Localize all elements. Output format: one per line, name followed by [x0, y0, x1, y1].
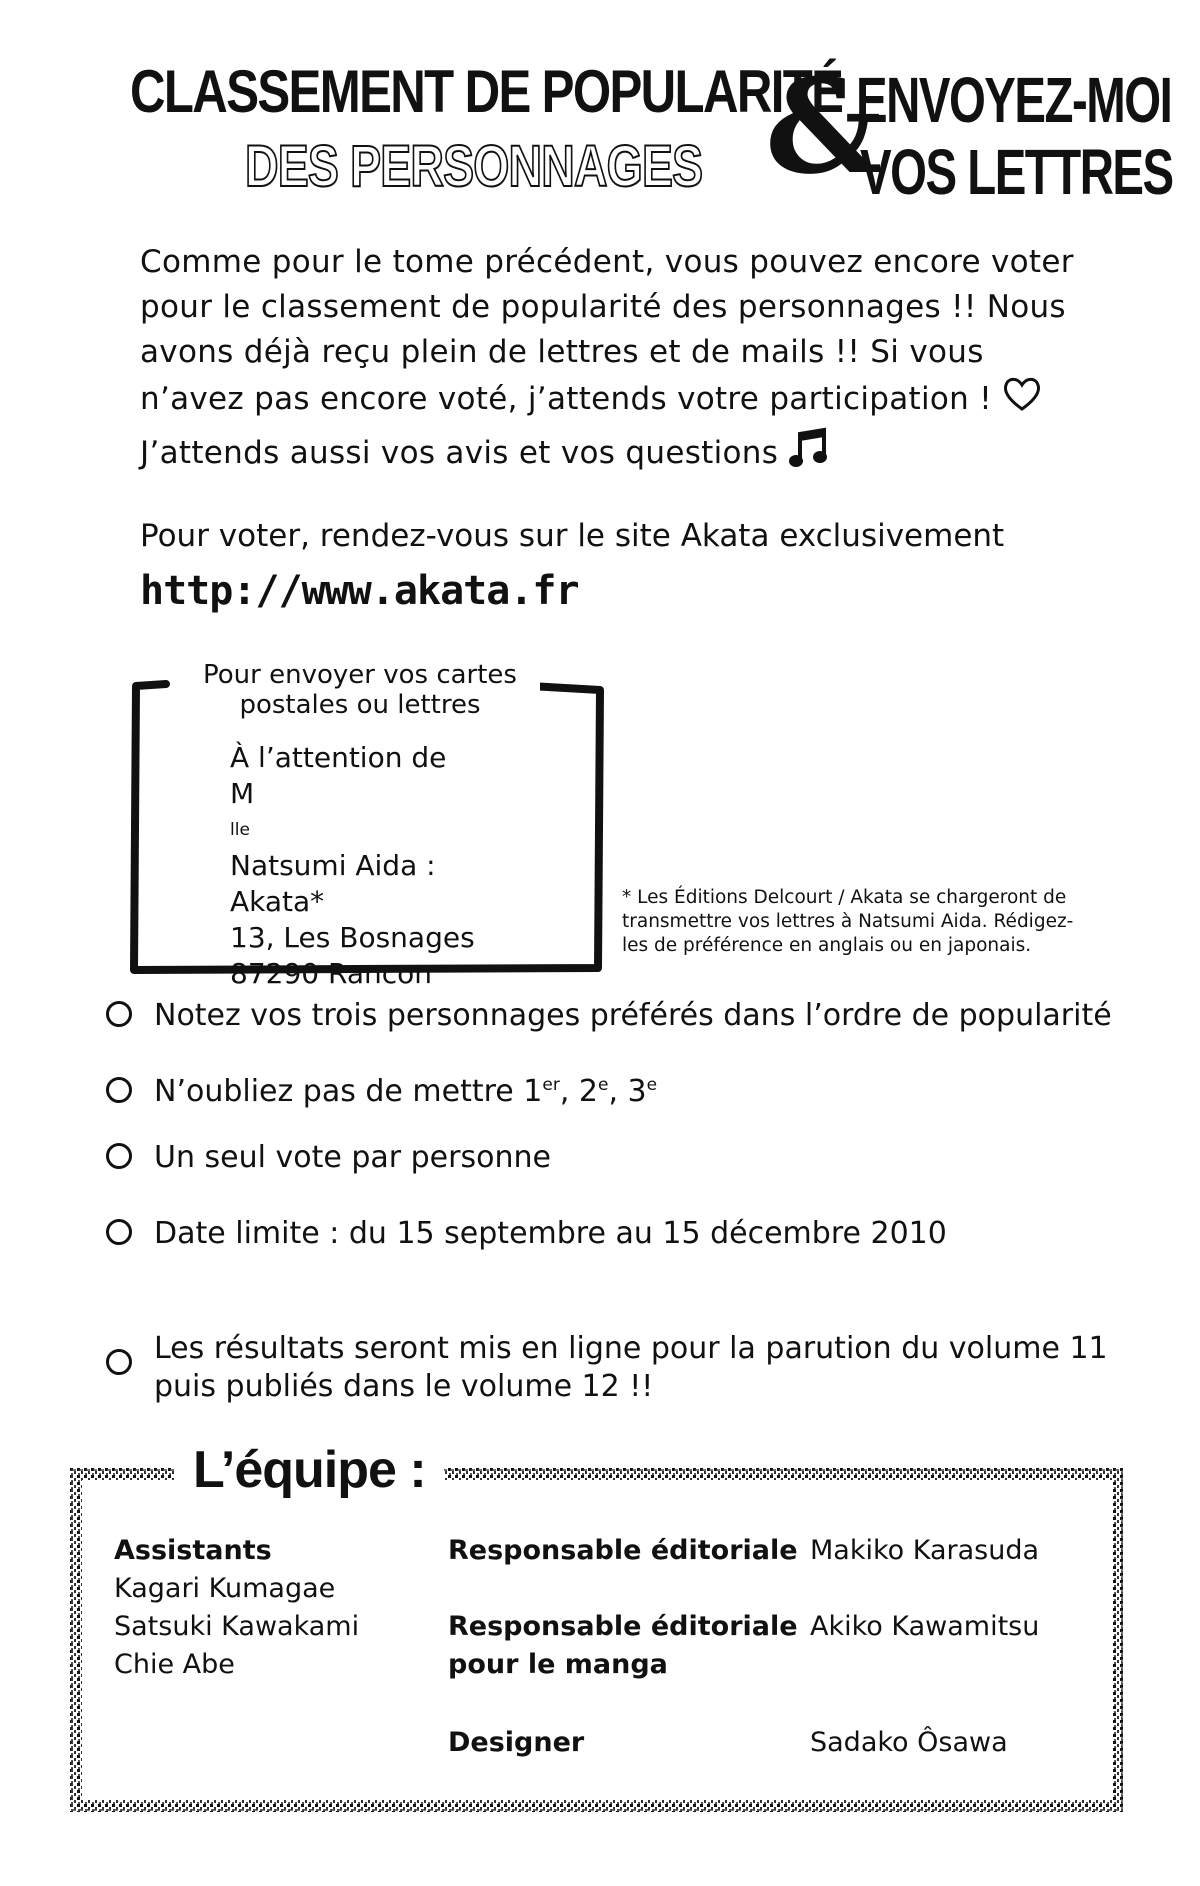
bullet-circle-icon — [106, 1143, 132, 1169]
team-heading: L’équipe : — [175, 1440, 444, 1500]
bullet-item — [106, 1216, 947, 1251]
bullet-text — [154, 1330, 1108, 1406]
footnote-line: transmettre vos lettres à Natsumi Aida. Rédigez- — [622, 911, 1074, 932]
intro-line-text: J’attends aussi vos avis et vos questions — [140, 435, 779, 471]
role-label: Responsable éditoriale — [448, 1535, 798, 1566]
intro-line: Comme pour le tome précédent, vous pouvez encore voter — [140, 244, 1074, 280]
address-caption — [180, 660, 540, 720]
bullet-text — [154, 1074, 657, 1109]
bullet-text-part: , 3 — [608, 1074, 647, 1109]
assistants-label: Assistants — [114, 1535, 272, 1566]
postal-address — [230, 740, 475, 992]
bullet-text-part: N’oubliez pas de mettre 1 — [154, 1074, 543, 1109]
title-line1: CLASSEMENT DE POPULARITÉ — [130, 58, 843, 125]
address-city: 87290 Rancon — [230, 957, 432, 990]
role-label: Designer — [448, 1727, 585, 1758]
title-line2: DES PERSONNAGES — [245, 134, 703, 199]
role-name: Akiko Kawamitsu — [810, 1611, 1040, 1642]
ampersand: & — [765, 50, 883, 203]
footnote-line: les de préférence en anglais ou en japonais. — [622, 935, 1032, 956]
footnote-line: * Les Éditions Delcourt / Akata se chargeront de — [622, 887, 1067, 908]
ordinal-suffix: e — [646, 1075, 658, 1095]
address-title-prefix: M — [230, 777, 255, 810]
footnote — [622, 886, 1142, 958]
vote-instruction: Pour voter, rendez-vous sur le site Akata exclusivement — [140, 518, 1005, 554]
address-recipient-line — [230, 776, 475, 884]
assistant-name: Kagari Kumagae — [114, 1573, 336, 1604]
bullet-text: Date limite : du 15 septembre au 15 décembre 2010 — [154, 1216, 947, 1251]
music-note-icon — [788, 426, 830, 483]
intro-line: avons déjà reçu plein de lettres et de mails !! Si vous — [140, 334, 984, 370]
bullet-text-part: , 2 — [559, 1074, 599, 1109]
address-caption-line: Pour envoyer vos cartes — [203, 660, 517, 690]
bullet-item — [106, 998, 1112, 1033]
bullet-text-line: puis publiés dans le volume 12 !! — [154, 1369, 654, 1404]
address-company: Akata* — [230, 885, 325, 918]
assistant-name: Chie Abe — [114, 1649, 235, 1680]
bullet-item — [106, 1074, 657, 1109]
address-recipient: Natsumi Aida : — [230, 849, 436, 882]
address-street: 13, Les Bosnages — [230, 921, 475, 954]
bullet-circle-icon — [106, 1219, 132, 1245]
ordinal-suffix: er — [542, 1075, 560, 1095]
address-caption-line: postales ou lettres — [239, 690, 481, 720]
bullet-circle-icon — [106, 1349, 132, 1375]
role-name: Makiko Karasuda — [810, 1535, 1040, 1566]
intro-line — [140, 375, 1100, 426]
bullet-circle-icon — [106, 1001, 132, 1027]
bullet-item — [106, 1140, 551, 1175]
role-name: Sadako Ôsawa — [810, 1727, 1008, 1758]
ordinal-suffix: e — [598, 1075, 609, 1095]
heart-icon — [1002, 375, 1042, 426]
title-right-line2: VOS LETTRES — [860, 136, 1173, 208]
akata-url-link[interactable]: http://www.akata.fr — [140, 568, 579, 614]
intro-line — [140, 426, 1100, 483]
bullet-text-line: Les résultats seront mis en ligne pour la parution du volume 11 — [154, 1331, 1108, 1366]
intro-paragraph — [140, 240, 1100, 483]
role-label-line2: pour le manga — [448, 1649, 668, 1680]
bullet-text: Un seul vote par personne — [154, 1140, 551, 1175]
bullet-item — [106, 1330, 1108, 1406]
intro-line: pour le classement de popularité des personnages !! Nous — [140, 289, 1066, 325]
role-label: Responsable éditoriale — [448, 1611, 798, 1642]
intro-line-text: n’avez pas encore voté, j’attends votre participation ! — [140, 381, 993, 417]
address-title-sup: lle — [230, 820, 250, 840]
bullet-text: Notez vos trois personnages préférés dans l’ordre de popularité — [154, 998, 1112, 1033]
address-attention: À l’attention de — [230, 741, 447, 774]
title-right-line1: ENVOYEZ-MOI — [856, 64, 1172, 136]
bullet-circle-icon — [106, 1077, 132, 1103]
assistant-name: Satsuki Kawakami — [114, 1611, 360, 1642]
